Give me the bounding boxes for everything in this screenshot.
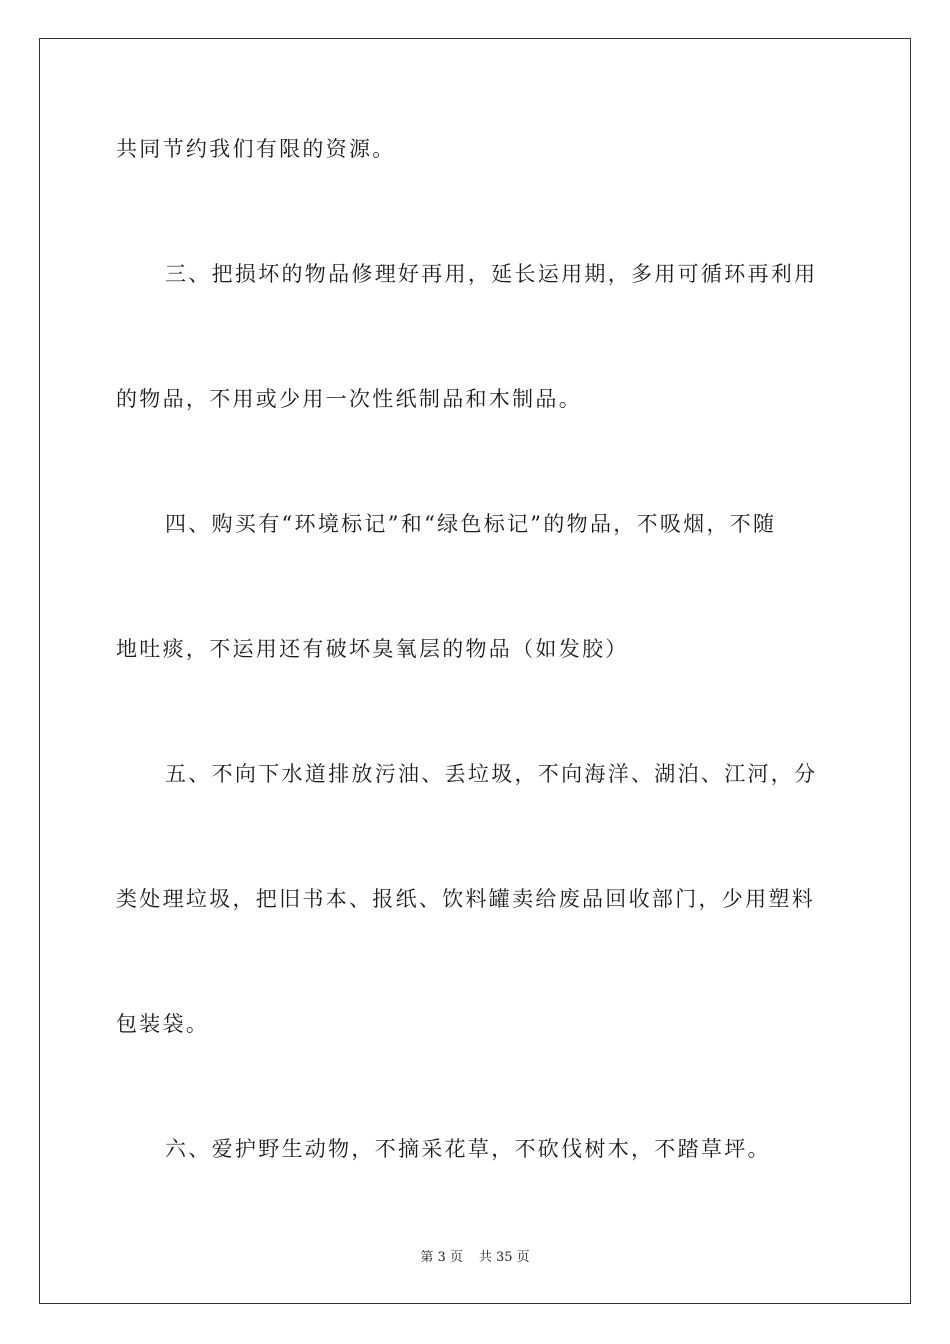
text-line-2: 三、把损坏的物品修理好再用，延长运用期，多用可循环再利用 <box>165 262 818 286</box>
page-footer <box>0 1246 950 1265</box>
page-border <box>39 38 911 1304</box>
text-line-8: 包装袋。 <box>116 1012 210 1036</box>
text-line-3: 的物品，不用或少用一次性纸制品和木制品。 <box>116 387 582 411</box>
text-line-4: 四、购买有“环境标记”和“绿色标记”的物品，不吸烟，不随 <box>165 512 777 536</box>
text-line-6: 五、不向下水道排放污油、丢垃圾，不向海洋、湖泊、江河，分 <box>165 762 818 786</box>
text-line-7: 类处理垃圾，把旧书本、报纸、饮料罐卖给废品回收部门，少用塑料 <box>116 887 815 911</box>
text-line-9: 六、爱护野生动物，不摘采花草，不砍伐树木，不踏草坪。 <box>165 1137 771 1161</box>
page-number: 第 3 页 <box>420 1250 463 1265</box>
total-pages: 共 35 页 <box>478 1250 530 1265</box>
text-line-5: 地吐痰，不运用还有破坏臭氧层的物品（如发胶） <box>116 637 629 661</box>
text-line-1: 共同节约我们有限的资源。 <box>116 137 396 161</box>
